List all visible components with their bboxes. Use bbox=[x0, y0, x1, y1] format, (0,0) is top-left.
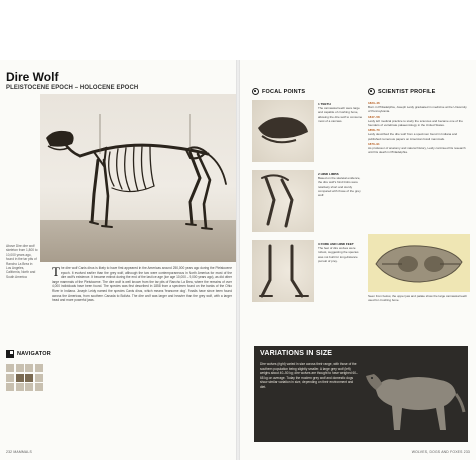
navigator-thumbnail bbox=[25, 364, 33, 372]
focal-body-3: The feet of dire wolves were robust, suggesting the species was not built for long-distance pursuit of prey. bbox=[318, 246, 359, 263]
focal-heading-3: 3 FORE AND HIND FEET bbox=[318, 242, 354, 246]
foot-bones-icon bbox=[252, 240, 314, 302]
profile-entry-2: Leidy left medical practice to study the sciences and became one of the founders of vertebrate palaeontology in the United States. bbox=[368, 118, 463, 128]
navigator-thumbnail bbox=[16, 374, 24, 382]
profile-entry-1: Born in Philadelphia, Joseph Leidy graduated in medicine at the University of Pennsylvania. bbox=[368, 105, 467, 114]
navigator-thumbnail bbox=[35, 383, 43, 391]
focal-body-2: Based on the skeletal evidence, the dire wolf's hind limbs were relatively short and sturdy compared with those of the grey wolf. bbox=[318, 176, 361, 198]
drop-cap: T bbox=[52, 264, 60, 279]
navigator-heading bbox=[6, 350, 51, 358]
page-title: Dire Wolf bbox=[6, 70, 59, 84]
wolf-illustration bbox=[362, 350, 466, 438]
navigator-label: NAVIGATOR bbox=[17, 351, 51, 357]
skull-underside-photo bbox=[368, 234, 470, 292]
focal-image-feet bbox=[252, 240, 314, 302]
teeth-skull-icon bbox=[252, 100, 314, 162]
focal-text-3 bbox=[318, 242, 364, 263]
page-gutter bbox=[236, 60, 240, 460]
skeleton-photo bbox=[40, 94, 236, 262]
navigator-thumbnail bbox=[35, 364, 43, 372]
profile-year-4: 1870–91 bbox=[368, 141, 380, 146]
scientist-profile-label: SCIENTIST PROFILE bbox=[378, 88, 436, 95]
navigator-grid bbox=[6, 364, 44, 391]
footer-left: 232 MAMMALS bbox=[6, 450, 32, 454]
navigator-thumbnail bbox=[6, 364, 14, 372]
focal-text-1 bbox=[318, 102, 364, 123]
focal-points-label: FOCAL POINTS bbox=[262, 88, 306, 95]
scientist-profile-text bbox=[368, 100, 470, 154]
profile-entry-3: Leidy described the dire wolf from a specimen found in Indiana and published numerous papers on American fossil mammals. bbox=[368, 132, 458, 141]
profile-entry-4: As professor of anatomy and natural history, Leidy continued his research until his death in Philadelphia. bbox=[368, 146, 466, 155]
navigator-thumbnail bbox=[6, 374, 14, 382]
focal-points-heading bbox=[252, 88, 305, 95]
magnifier-icon bbox=[368, 88, 375, 95]
navigator-thumbnail bbox=[6, 383, 14, 391]
focal-text-2 bbox=[318, 172, 364, 197]
dire-wolf-skeleton-illustration bbox=[40, 94, 236, 262]
navigator-thumbnail bbox=[25, 374, 33, 382]
profile-year-2: 1847–58 bbox=[368, 114, 380, 119]
focal-heading-2: 2 HIND LIMBS bbox=[318, 172, 339, 176]
focal-heading-1: 1 TEETH bbox=[318, 102, 331, 106]
focal-body-1: The carnassial teeth were large and capable of crushing bone, allowing the dire wolf to consume most of a carcass. bbox=[318, 106, 363, 123]
scientist-profile-heading bbox=[368, 88, 436, 95]
target-icon bbox=[252, 88, 259, 95]
left-photo-caption: Above Dire dire wolf skeleton from 1,800 to 10,000 years ago, found in the tar pits of Rancho La Brea in Los Angeles, California, North and South America bbox=[6, 244, 38, 279]
navigator-thumbnail bbox=[25, 383, 33, 391]
left-body-paragraph: he dire wolf Canis dirus is likely to have first appeared in the Americas around 250,000 years ago during the Pleistocene epoch. It evolved earlier than the grey wolf, although the two were contemporaneous in North America for most of the dire wolf's existence. It became extinct during the end of the last ice age (ice age 10,000 – 9,000 years ago), as did other large mammals of the Pleistocene. The dire wolf is well known from the tar pits of Rancho La Brea, where the remains of over 4,000 individuals have been found. The species was first described in 1858 from a specimen found on the banks of the Ohio River in Indiana. Joseph Leidy named the species Canis dirus, which means 'fearsome dog'. Fossils have since been found across the Americas, from southern Canada to Bolivia. The dire wolf was larger and heavier than the grey wolf, with a larger head and more powerful jaws. bbox=[52, 266, 232, 303]
navigator-thumbnail bbox=[16, 364, 24, 372]
profile-year-3: 1858–70 bbox=[368, 128, 380, 133]
variations-title: VARIATIONS IN SIZE bbox=[260, 350, 333, 357]
skull-caption: Seen from below, the upper jaw and palate show the large carnassial teeth used for crushing bone. bbox=[368, 294, 468, 303]
left-body-text bbox=[52, 266, 232, 303]
skull-underside-illustration bbox=[368, 234, 470, 292]
footer-right: WOLVES, DOGS AND FOXES 233 bbox=[411, 450, 470, 454]
focal-image-teeth bbox=[252, 100, 314, 162]
navigator-thumbnail bbox=[16, 383, 24, 391]
navigator-thumbnail bbox=[35, 374, 43, 382]
hind-limb-bones-icon bbox=[252, 170, 314, 232]
variations-text: Dire wolves (right) varied in size across their range, with those of the southern population being slightly smaller. A large grey wolf (left) weighs about 40–50 kg; dire wolves are thought to have weighed 60–68 kg on average. Today the modern grey wolf and domestic dogs show similar variation in size, depending on their environment and diet. bbox=[260, 362, 358, 389]
navigator-icon bbox=[6, 350, 14, 358]
profile-year-1: 1823–46 bbox=[368, 101, 380, 105]
focal-image-hind-limbs bbox=[252, 170, 314, 232]
page-subtitle: PLEISTOCENE EPOCH – HOLOCENE EPOCH bbox=[6, 85, 139, 91]
